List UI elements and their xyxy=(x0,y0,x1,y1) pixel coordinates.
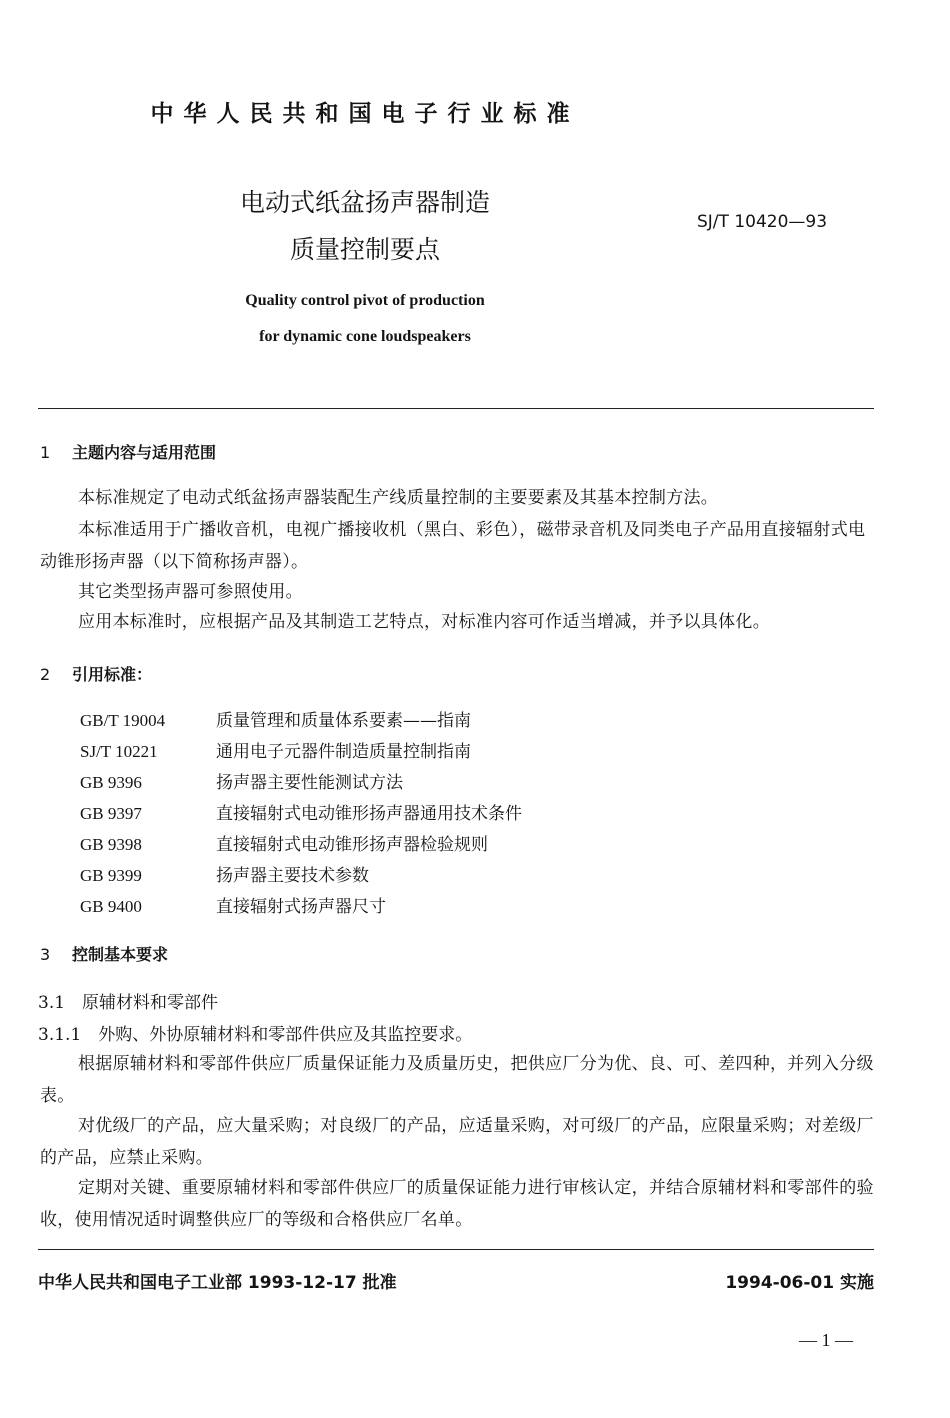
reference-title: 扬声器主要技术参数 xyxy=(216,866,369,886)
section-1-paragraph-1: 本标准规定了电动式纸盆扬声器装配生产线质量控制的主要要素及其基本控制方法。 xyxy=(78,488,719,508)
reference-row xyxy=(80,830,488,855)
section-2-heading xyxy=(40,662,152,685)
section-3-heading xyxy=(40,942,168,965)
section-1-title: 主题内容与适用范围 xyxy=(72,443,217,462)
section-1-paragraph-3: 其它类型扬声器可参照使用。 xyxy=(78,582,303,602)
title-en-line1: Quality control pivot of production xyxy=(245,292,485,309)
section-3-paragraph-3: 定期对关键、重要原辅材料和零部件供应厂的质量保证能力进行审核认定，并结合原辅材料和零部件的验收，使用情况适时调整供应厂的等级和合格供应厂名单。 xyxy=(40,1178,874,1230)
title-cn-line2: 质量控制要点 xyxy=(289,235,440,264)
top-divider xyxy=(38,408,874,409)
reference-code: GB 9398 xyxy=(80,835,142,854)
reference-title: 直接辐射式电动锥形扬声器检验规则 xyxy=(216,835,488,855)
reference-row xyxy=(80,892,386,917)
subsection-3-1: 3.1 原辅材料和零部件 xyxy=(38,993,219,1013)
section-3-title: 控制基本要求 xyxy=(72,945,169,964)
industry-standard-header: 中华人民共和国电子行业标准 xyxy=(150,101,580,127)
implementation-date: 1994-06-01 实施 xyxy=(725,1273,874,1293)
section-2-title: 引用标准： xyxy=(72,665,153,684)
reference-row xyxy=(80,799,522,824)
bottom-divider xyxy=(38,1249,874,1250)
title-cn-line1: 电动式纸盆扬声器制造 xyxy=(239,188,490,217)
reference-title: 通用电子元器件制造质量控制指南 xyxy=(216,742,471,762)
page-number: — 1 — xyxy=(799,1330,853,1350)
reference-row xyxy=(80,706,471,731)
reference-code: SJ/T 10221 xyxy=(80,742,158,761)
reference-code: GB 9396 xyxy=(80,773,142,792)
approval-statement: 中华人民共和国电子工业部 1993-12-17 批准 xyxy=(38,1273,397,1293)
reference-code: GB 9400 xyxy=(80,897,142,916)
section-2-number: 2 xyxy=(40,665,51,684)
reference-code: GB/T 19004 xyxy=(80,711,166,730)
section-1-number: 1 xyxy=(40,443,51,462)
reference-row xyxy=(80,768,403,793)
reference-title: 扬声器主要性能测试方法 xyxy=(216,773,403,793)
reference-code: GB 9399 xyxy=(80,866,142,885)
section-3-paragraph-1: 根据原辅材料和零部件供应厂质量保证能力及质量历史，把供应厂分为优、良、可、差四种，并列入分级表。 xyxy=(40,1054,874,1106)
section-3-paragraph-2: 对优级厂的产品，应大量采购；对良级厂的产品，应适量采购，对可级厂的产品，应限量采购；对差级厂的产品，应禁止采购。 xyxy=(40,1116,874,1168)
reference-row xyxy=(80,861,369,886)
subsection-3-1-1: 3.1.1 外购、外协原辅材料和零部件供应及其监控要求。 xyxy=(38,1025,473,1045)
standard-code: SJ/T 10420—93 xyxy=(697,212,828,232)
section-3-number: 3 xyxy=(40,945,51,964)
reference-row xyxy=(80,737,471,762)
reference-title: 直接辐射式扬声器尺寸 xyxy=(216,897,386,917)
reference-code: GB 9397 xyxy=(80,804,142,823)
section-1-heading xyxy=(40,440,216,463)
reference-title: 直接辐射式电动锥形扬声器通用技术条件 xyxy=(216,804,522,824)
reference-title: 质量管理和质量体系要素——指南 xyxy=(216,711,471,731)
title-en-line2: for dynamic cone loudspeakers xyxy=(259,328,471,345)
section-1-paragraph-4: 应用本标准时，应根据产品及其制造工艺特点，对标准内容可作适当增减，并予以具体化。 xyxy=(78,612,770,632)
section-1-paragraph-2: 本标准适用于广播收音机，电视广播接收机（黑白、彩色），磁带录音机及同类电子产品用直接辐射式电动锥形扬声器（以下简称扬声器）。 xyxy=(40,520,866,572)
